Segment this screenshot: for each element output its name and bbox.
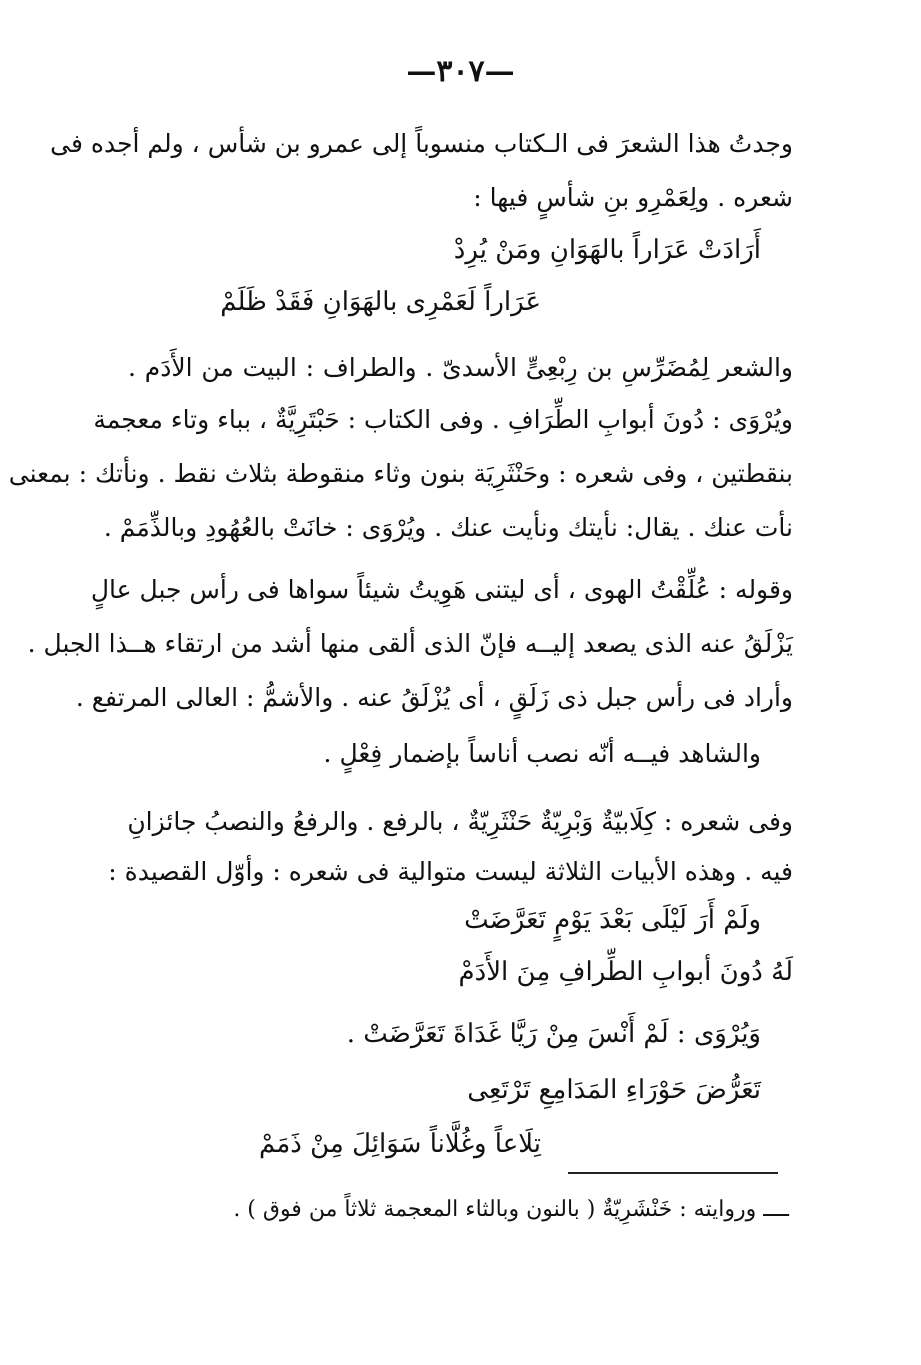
verse-line-6: تَعَرُّضَ حَوْرَاءِ المَدَامِعِ تَرْتَعِى [467,1075,761,1105]
body-line-2: شعره . ولِعَمْرِو بنِ شأسٍ فيها : [473,183,793,212]
body-line-1: وجدتُ هذا الشعرَ فى الـكتاب منسوباً إلى عمرو بن شأس ، ولم أجده فى [50,129,793,158]
body-line-6: نأت عنك . يقال: نأيتك ونأيت عنك . ويُرْوَى : خانَتْ بالعُهُودِ وبالذِّمَمْ . [103,513,793,542]
body-line-9: وأراد فى رأس جبل ذى زَلَقٍ ، أى يُزْلَقُ عنه . والأشمُّ : العالى المرتفع . [75,683,793,712]
verse-line-1: أَرَادَتْ عَرَاراً بالهَوَانِ ومَنْ يُرِدْ [453,235,761,265]
body-line-3: والشعر لِمُضَرِّسِ بن رِبْعِىٍّ الأسدىّ . والطراف : البيت من الأَدَم . [128,353,793,382]
footnote-rule [568,1172,778,1174]
body-line-8: يَزْلَقُ عنه الذى يصعد إليــه فإنّ الذى ألقى منها أشد من ارتقاء هــذا الجبل . [27,629,793,658]
body-line-5: بنقطتين ، وفى شعره : وحَنْثَرِيَة بنون وثاء منقوطة بثلاث نقط . ونأتك : بمعنى [8,459,793,488]
verse-line-5: وَيُرْوَى : لَمْ أَنْسَ مِنْ رَيَّا غَدَاةَ تَعَرَّضَتْ . [346,1019,761,1049]
body-line-10: والشاهد فيــه أنّه نصب أناساً بإضمار فِعْلٍ . [323,739,761,768]
body-line-11: وفى شعره : كِلَابيّةٌ وَبْرِيّةٌ حَنْثَرِيّةٌ ، بالرفع . والرفعُ والنصبُ جائزانِ [127,807,793,836]
body-line-12: فيه . وهذه الأبيات الثلاثة ليست متوالية فى شعره : وأوّل القصيدة : [108,857,793,886]
body-line-4: ويُرْوَى : دُونَ أبوابِ الطِّرَافِ . وفى الكتاب : حَبْتَرِيَّةٌ ، بباء وتاء معجمة [93,405,793,434]
verse-line-4: لَهُ دُونَ أبوابِ الطِّرافِ مِنَ الأَدَمْ [458,957,793,987]
verse-line-2: عَرَاراً لَعَمْرِى بالهَوَانِ فَقَدْ ظَلَمْ [220,287,541,317]
page-number: —٣٠٧— [406,54,515,89]
body-line-7: وقوله : عُلِّقْتُ الهوى ، أى ليتنى هَوِيتُ شيئاً سواها فى رأس جبل عالٍ [90,575,793,604]
verse-line-3: ولَمْ أَرَ لَيْلَى بَعْدَ يَوْمٍ تَعَرَّضَتْ [464,905,761,935]
footnote: ــــ وروايته : خَنْشَرِيّةٌ ( بالنون وبالثاء المعجمة ثلاثاً من فوق ) . [233,1197,789,1222]
verse-line-7: تِلَاعاً وغُلَّاناً سَوَائِلَ مِنْ ذَمَمْ [259,1129,541,1159]
